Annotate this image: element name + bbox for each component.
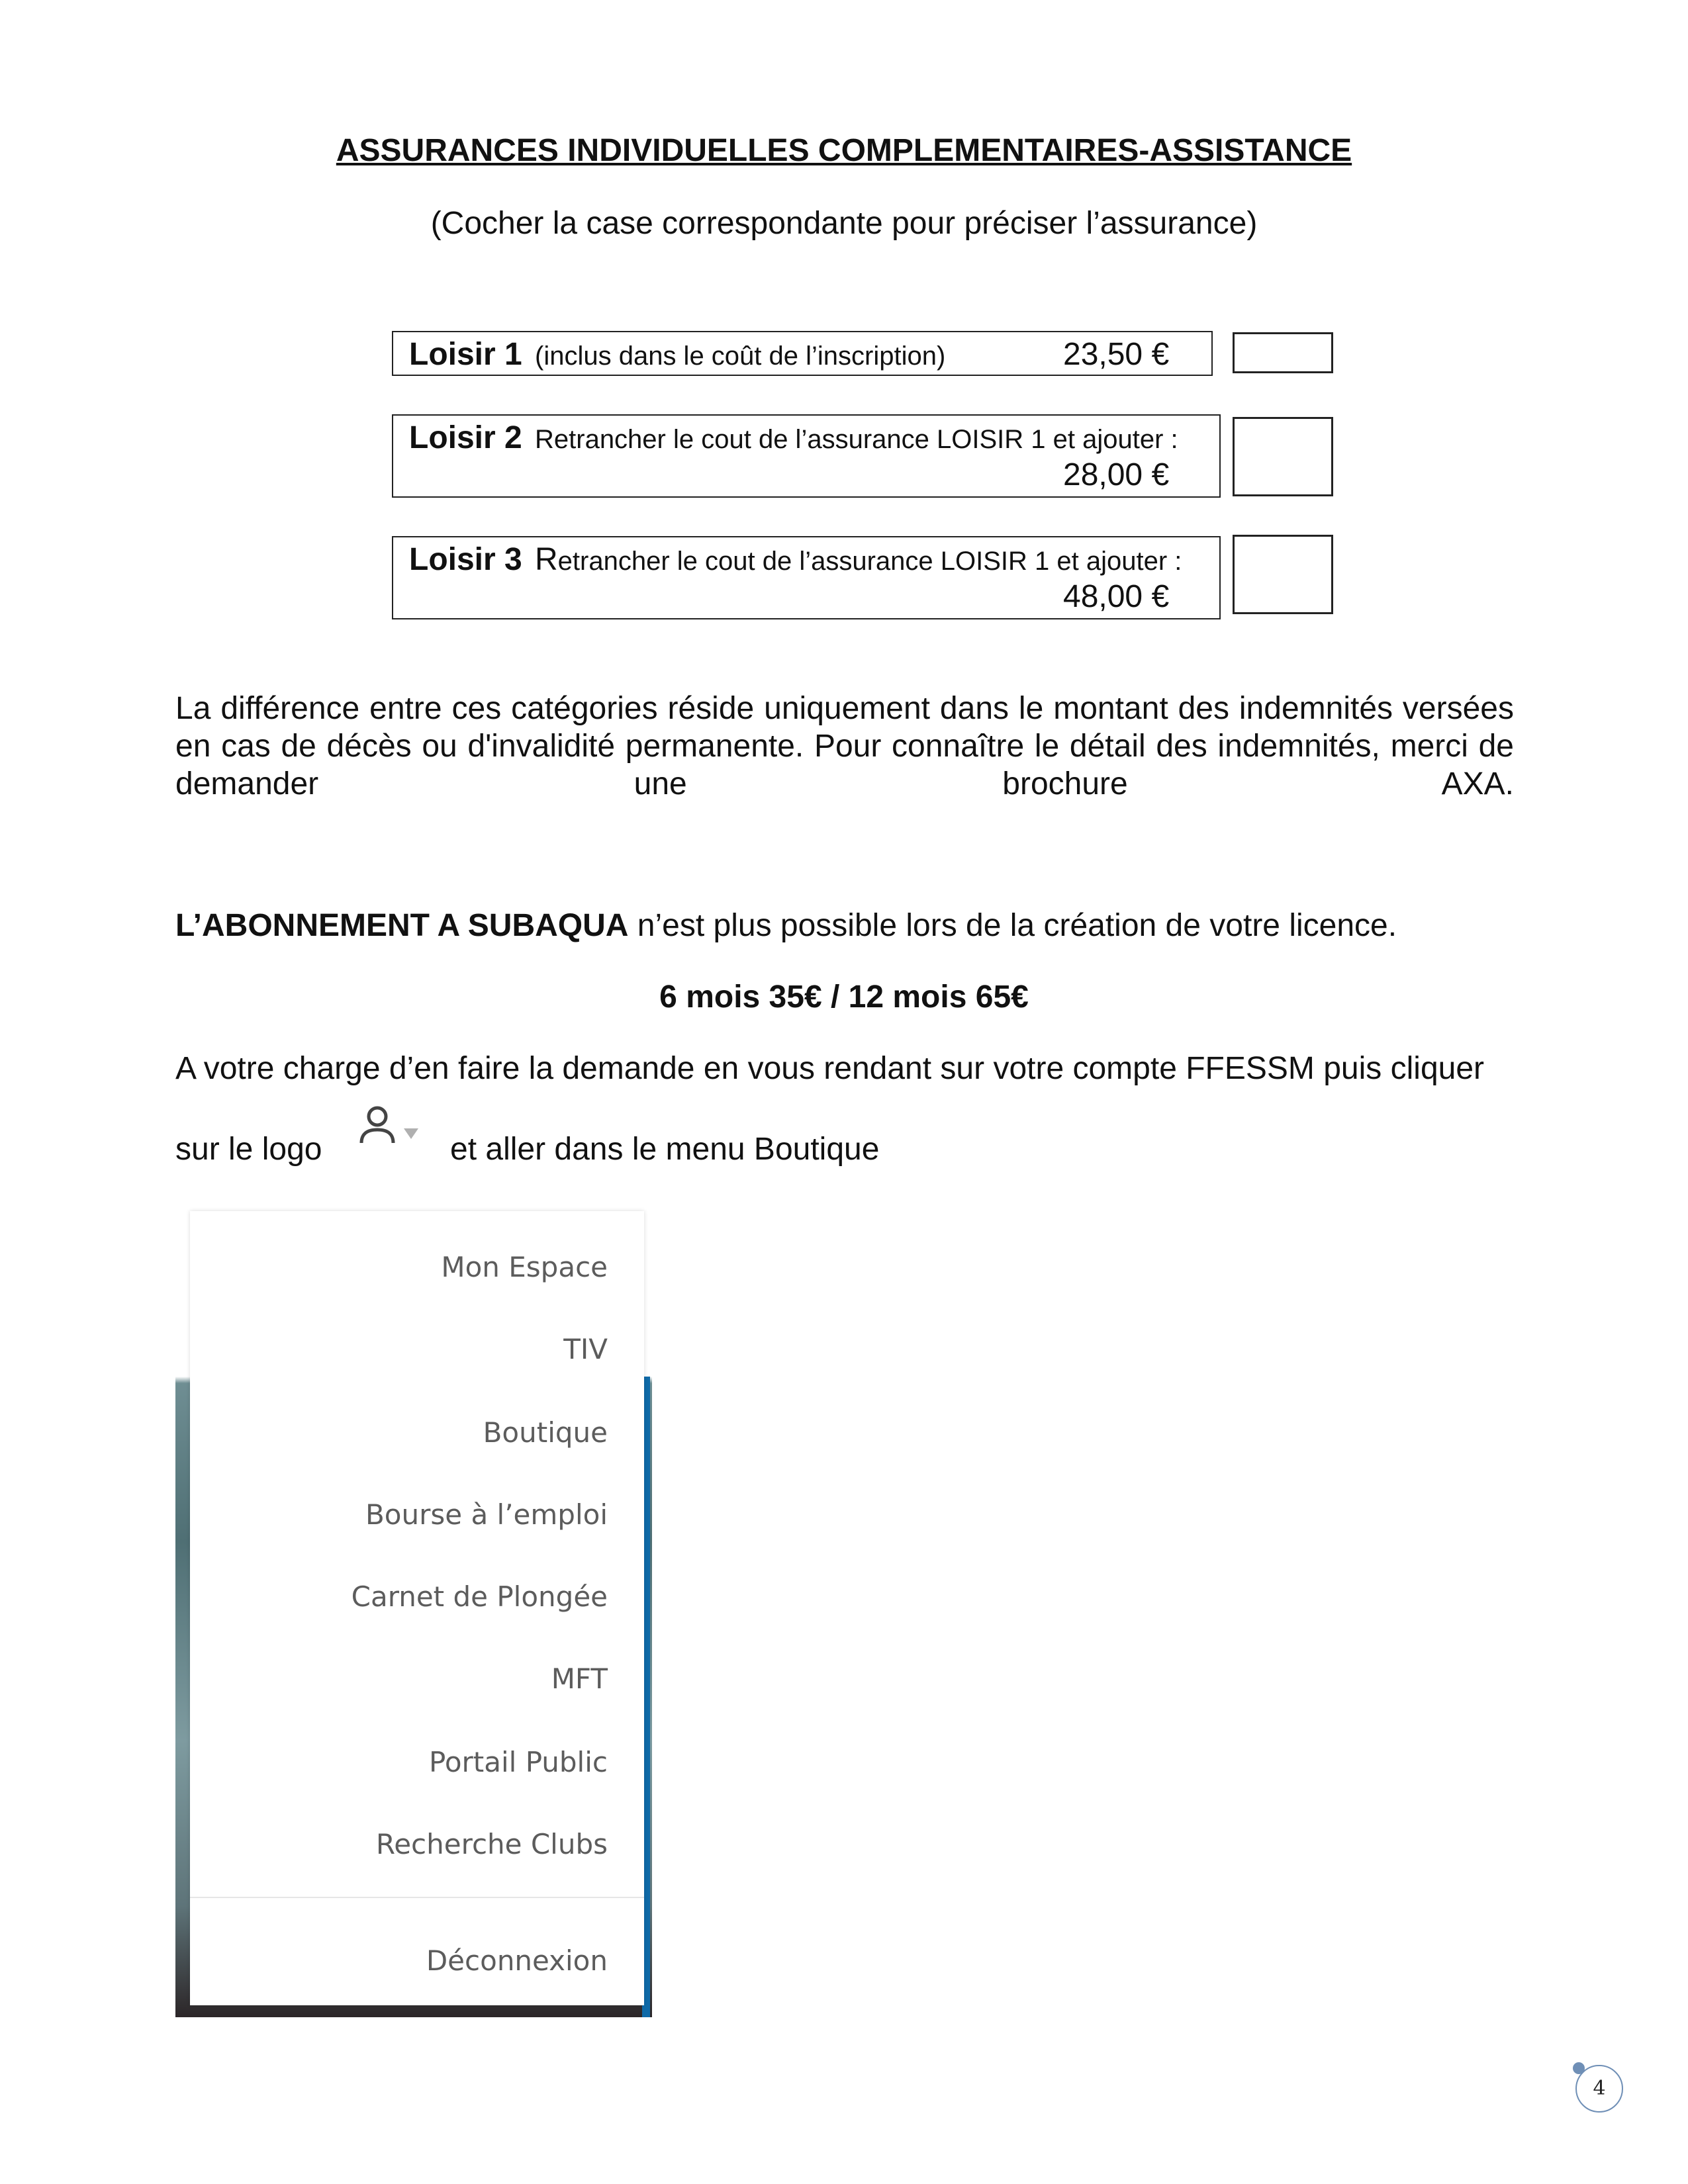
menu-item-bourse-emploi[interactable]: Bourse à l’emploi <box>365 1498 608 1531</box>
option-name: Loisir 1 <box>409 337 522 372</box>
caret-down-icon <box>404 1128 418 1139</box>
menu-item-recherche-clubs[interactable]: Recherche Clubs <box>375 1828 608 1860</box>
option-name: Loisir 3 <box>409 542 522 577</box>
menu-item-deconnexion[interactable]: Déconnexion <box>426 1944 608 1977</box>
option-price: 48,00 € <box>1063 579 1170 614</box>
option-loisir-3 <box>392 536 1221 619</box>
subaqua-pricing: 6 mois 35€ / 12 mois 65€ <box>659 979 1029 1015</box>
account-logo[interactable] <box>352 1102 425 1155</box>
menu-item-tiv[interactable]: TIV <box>563 1333 608 1365</box>
subaqua-notice <box>175 907 1566 944</box>
account-menu-screenshot <box>175 1211 652 2017</box>
subaqua-notice-bold: L’ABONNEMENT A SUBAQUA <box>175 908 629 943</box>
menu-item-mft[interactable]: MFT <box>551 1662 608 1695</box>
option-loisir-3-checkbox[interactable] <box>1233 535 1333 614</box>
account-menu <box>190 1211 644 2005</box>
option-description <box>535 541 1182 578</box>
option-description-rest: etrancher le cout de l’assurance LOISIR 1 et ajouter : <box>557 547 1182 576</box>
menu-item-mon-espace[interactable]: Mon Espace <box>441 1251 608 1283</box>
instruction-line-2a: sur le logo <box>175 1132 322 1167</box>
option-price: 28,00 € <box>1063 457 1170 492</box>
insurance-explanation: La différence entre ces catégories réside uniquement dans le montant des indemnités versées en cas de décès ou d'invalidité permanente. Pour connaître le détail des indemnités, merci de demander une brochure AXA. <box>175 691 1514 801</box>
option-loisir-1 <box>392 331 1213 376</box>
subaqua-notice-text: n’est plus possible lors de la création de votre licence. <box>628 908 1397 943</box>
option-description-initial: R <box>535 542 558 577</box>
instruction-line-2b: et aller dans le menu Boutique <box>450 1132 880 1167</box>
page-number: 4 <box>1575 2065 1623 2113</box>
option-loisir-1-checkbox[interactable] <box>1233 332 1333 373</box>
page-subtitle: (Cocher la case correspondante pour préciser l’assurance) <box>430 206 1258 241</box>
menu-item-portail-public[interactable]: Portail Public <box>429 1746 608 1778</box>
page-title: ASSURANCES INDIVIDUELLES COMPLEMENTAIRES-ASSISTANCE <box>336 133 1352 168</box>
option-loisir-2-checkbox[interactable] <box>1233 417 1333 496</box>
option-description: (inclus dans le coût de l’inscription) <box>535 341 946 371</box>
menu-item-boutique[interactable]: Boutique <box>483 1416 608 1449</box>
option-description: Retrancher le cout de l’assurance LOISIR 1 et ajouter : <box>535 425 1178 454</box>
page-number-dot <box>1573 2062 1585 2074</box>
menu-divider <box>190 1897 644 1898</box>
menu-item-carnet-plongee[interactable]: Carnet de Plongée <box>351 1580 608 1613</box>
option-name: Loisir 2 <box>409 420 522 455</box>
instruction-line-1: A votre charge d’en faire la demande en vous rendant sur votre compte FFESSM puis cliquer <box>175 1051 1485 1086</box>
user-icon <box>352 1102 425 1155</box>
option-price: 23,50 € <box>1063 337 1170 372</box>
option-loisir-2 <box>392 414 1221 498</box>
